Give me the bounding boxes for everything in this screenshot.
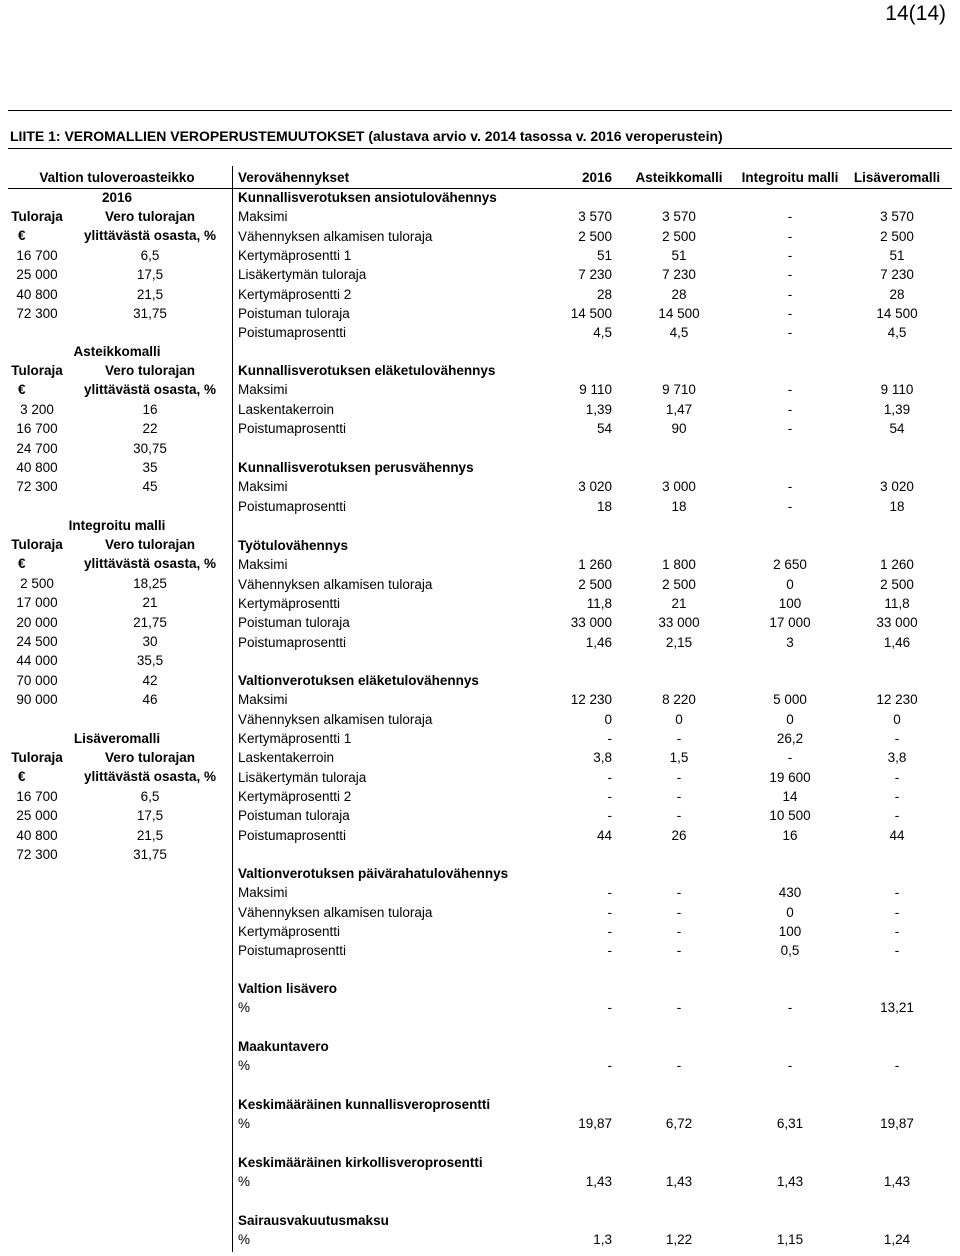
scale-rate: 18,25 xyxy=(133,576,167,591)
value-2016: 1,46 xyxy=(585,634,612,650)
scale-threshold: 3 200 xyxy=(20,402,54,417)
value-asteikkomalli: 18 xyxy=(671,498,687,514)
row-label: Maksimi xyxy=(238,557,288,573)
value-integroitu: 0 xyxy=(786,904,794,920)
value-2016: 33 000 xyxy=(570,615,612,631)
scale-rate: 6,5 xyxy=(140,248,160,263)
col-header-vero: Vero tulorajan xyxy=(104,209,196,224)
value-2016: - xyxy=(607,924,612,940)
value-lisaveromalli: - xyxy=(894,924,900,940)
value-lisaveromalli: 11,8 xyxy=(884,596,910,612)
currency-unit: € xyxy=(18,382,26,397)
value-integroitu: 100 xyxy=(778,596,802,612)
scale-threshold: 70 000 xyxy=(16,672,58,688)
value-lisaveromalli: 1,39 xyxy=(883,401,911,417)
scale-rate: 42 xyxy=(142,672,158,688)
col-header-vero: Vero tulorajan xyxy=(104,537,196,552)
value-2016: 11,8 xyxy=(586,596,612,612)
row-label: Vähennyksen alkamisen tuloraja xyxy=(238,576,433,592)
row-label: Kertymäprosentti xyxy=(238,596,341,612)
value-2016: 18 xyxy=(596,498,612,514)
scale-rate: 17,5 xyxy=(136,808,164,824)
value-integroitu: - xyxy=(787,479,793,495)
value-integroitu: 5 000 xyxy=(773,692,807,708)
value-lisaveromalli: 19,87 xyxy=(880,1116,914,1132)
scale-rate: 21,5 xyxy=(136,286,164,302)
scale-threshold: 44 000 xyxy=(16,653,58,669)
scale-rate: 31,75 xyxy=(133,847,167,863)
value-lisaveromalli: 0 xyxy=(893,711,901,727)
value-lisaveromalli: 4,5 xyxy=(887,325,907,341)
col-header-vero: Vero tulorajan xyxy=(104,750,196,765)
scale-rate: 21,5 xyxy=(136,827,164,843)
value-lisaveromalli: 54 xyxy=(889,421,905,437)
value-lisaveromalli: 9 110 xyxy=(880,382,914,398)
value-integroitu: 2 650 xyxy=(773,557,807,573)
scale-rate: 16 xyxy=(142,402,158,417)
value-asteikkomalli: 1,22 xyxy=(665,1232,693,1248)
value-asteikkomalli: - xyxy=(676,943,682,959)
row-label: Maksimi xyxy=(238,479,288,495)
value-integroitu: 26,2 xyxy=(776,731,804,747)
value-integroitu: 14 xyxy=(782,789,798,805)
value-asteikkomalli: 1 800 xyxy=(662,557,696,573)
value-2016: 4,5 xyxy=(593,325,612,341)
value-2016: 28 xyxy=(596,286,612,302)
value-lisaveromalli: 7 230 xyxy=(880,267,914,283)
scale-threshold: 72 300 xyxy=(16,847,58,863)
value-asteikkomalli: 21 xyxy=(671,596,687,612)
scale-rate: 21,75 xyxy=(133,614,167,630)
section-title: Kunnallisverotuksen eläketulovähennys xyxy=(238,363,496,378)
value-integroitu: 1,15 xyxy=(776,1232,804,1248)
value-asteikkomalli: 3 000 xyxy=(662,479,696,495)
value-asteikkomalli: - xyxy=(676,924,682,940)
value-lisaveromalli: 12 230 xyxy=(876,692,918,708)
scale-threshold: 20 000 xyxy=(16,614,58,630)
value-asteikkomalli: - xyxy=(676,1058,682,1074)
value-lisaveromalli: - xyxy=(894,885,900,901)
value-asteikkomalli: 1,47 xyxy=(665,401,693,417)
value-2016: 1,43 xyxy=(585,1174,612,1190)
value-integroitu: 19 600 xyxy=(769,769,811,785)
row-label: Maksimi xyxy=(238,209,288,225)
col-header-integroitu: Integroitu malli xyxy=(741,170,839,185)
scale-rate: 30 xyxy=(142,634,158,650)
value-lisaveromalli: 1,46 xyxy=(883,634,911,650)
col-header-2016: 2016 xyxy=(581,170,612,185)
document-title: LIITE 1: VEROMALLIEN VEROPERUSTEMUUTOKSET (alustava arvio v. 2014 tasossa v. 2016 veroperustein) xyxy=(10,128,723,144)
value-asteikkomalli: 2 500 xyxy=(662,576,696,592)
row-label: Maksimi xyxy=(238,885,288,901)
value-asteikkomalli: 1,43 xyxy=(665,1174,693,1190)
scale-rate: 17,5 xyxy=(136,267,164,283)
top-rule xyxy=(8,110,952,111)
scale-threshold: 16 700 xyxy=(16,421,58,437)
scale-title: Integroitu malli xyxy=(68,518,166,533)
scale-rate: 45 xyxy=(142,479,158,495)
value-2016: 51 xyxy=(596,248,612,264)
value-2016: 2 500 xyxy=(578,228,612,244)
row-label: Kertymäprosentti 2 xyxy=(238,789,352,805)
value-lisaveromalli: 3,8 xyxy=(887,750,907,766)
row-label: Kertymäprosentti 1 xyxy=(238,248,352,264)
row-label: Laskentakerroin xyxy=(238,750,335,766)
scale-rate: 31,75 xyxy=(133,306,167,322)
value-lisaveromalli: - xyxy=(894,731,900,747)
col-header-vero-line2: ylittävästä osasta, % xyxy=(83,769,217,784)
row-label: Vähennyksen alkamisen tuloraja xyxy=(238,711,433,727)
value-asteikkomalli: - xyxy=(676,769,682,785)
value-integroitu: - xyxy=(787,286,793,302)
value-lisaveromalli: 44 xyxy=(889,827,905,843)
value-integroitu: 3 xyxy=(786,634,794,650)
col-header-lisaveromalli: Lisäveromalli xyxy=(853,170,941,185)
row-label: Vähennyksen alkamisen tuloraja xyxy=(238,904,433,920)
col-header-vero: Vero tulorajan xyxy=(104,363,196,378)
value-lisaveromalli: - xyxy=(894,769,900,785)
value-asteikkomalli: 9 710 xyxy=(662,382,696,398)
value-lisaveromalli: 51 xyxy=(889,248,905,264)
row-label: Lisäkertymän tuloraja xyxy=(238,267,367,283)
scale-threshold: 40 800 xyxy=(16,286,58,302)
value-lisaveromalli: 2 500 xyxy=(880,228,914,244)
scale-rate: 46 xyxy=(142,692,158,708)
value-integroitu: - xyxy=(787,401,793,417)
section-title: Työtulovähennys xyxy=(238,538,349,553)
value-2016: - xyxy=(607,904,612,920)
value-2016: - xyxy=(607,943,612,959)
scale-rate: 30,75 xyxy=(133,440,167,456)
value-asteikkomalli: 90 xyxy=(671,421,687,437)
value-integroitu: - xyxy=(787,421,793,437)
currency-unit: € xyxy=(18,228,26,243)
value-lisaveromalli: - xyxy=(894,943,900,959)
section-title: Valtion lisävero xyxy=(238,981,338,996)
value-lisaveromalli: 18 xyxy=(889,498,905,514)
value-2016: - xyxy=(607,1058,612,1074)
section-title: Valtionverotuksen päivärahatulovähennys xyxy=(238,866,509,881)
col-header-vero-line2: ylittävästä osasta, % xyxy=(83,382,217,397)
value-integroitu: 0,5 xyxy=(780,943,800,959)
row-label: % xyxy=(238,1058,251,1074)
scale-threshold: 16 700 xyxy=(16,248,58,263)
value-asteikkomalli: - xyxy=(676,904,682,920)
value-lisaveromalli: 1,43 xyxy=(883,1174,911,1190)
value-integroitu: - xyxy=(787,248,793,264)
row-label: % xyxy=(238,1174,251,1190)
row-label: Lisäkertymän tuloraja xyxy=(238,769,367,785)
row-label: Poistumaprosentti xyxy=(238,943,347,959)
value-integroitu: 0 xyxy=(786,711,794,727)
row-label: Poistumaprosentti xyxy=(238,421,347,437)
value-2016: 1,39 xyxy=(585,401,612,417)
value-integroitu: - xyxy=(787,267,793,283)
value-integroitu: - xyxy=(787,1058,793,1074)
row-label: Kertymäprosentti 1 xyxy=(238,731,352,747)
scale-title: 2016 xyxy=(101,190,133,205)
value-integroitu: - xyxy=(787,209,793,225)
value-2016: 1 260 xyxy=(578,557,612,573)
value-asteikkomalli: 7 230 xyxy=(662,267,696,283)
value-2016: - xyxy=(607,769,612,785)
value-asteikkomalli: - xyxy=(676,789,682,805)
section-title: Maakuntavero xyxy=(238,1039,329,1054)
row-label: Poistumaprosentti xyxy=(238,325,347,341)
row-label: Poistuman tuloraja xyxy=(238,808,350,824)
scale-title: Asteikkomalli xyxy=(73,344,161,359)
value-lisaveromalli: 3 570 xyxy=(880,209,914,225)
value-integroitu: 100 xyxy=(778,924,802,940)
row-label: Poistumaprosentti xyxy=(238,498,347,514)
scale-threshold: 24 500 xyxy=(16,634,58,650)
scale-rate: 35 xyxy=(142,460,158,476)
value-2016: - xyxy=(607,731,612,747)
scale-rate: 6,5 xyxy=(140,789,160,804)
value-2016: - xyxy=(607,885,612,901)
page-number: 14(14) xyxy=(885,2,946,25)
row-label: Poistumaprosentti xyxy=(238,827,347,843)
section-title: Kunnallisverotuksen perusvähennys xyxy=(238,460,474,475)
col-header-tuloraja: Tuloraja xyxy=(11,209,63,224)
col-header-tuloraja: Tuloraja xyxy=(11,537,63,552)
value-lisaveromalli: 28 xyxy=(889,286,905,302)
row-label: Maksimi xyxy=(238,692,288,708)
value-integroitu: - xyxy=(787,228,793,244)
value-integroitu: 0 xyxy=(786,576,794,592)
value-integroitu: - xyxy=(787,498,793,514)
scale-threshold: 40 800 xyxy=(16,827,58,843)
section-title: Sairausvakuutusmaksu xyxy=(238,1213,389,1228)
value-lisaveromalli: - xyxy=(894,904,900,920)
value-integroitu: 6,31 xyxy=(776,1116,804,1132)
scale-threshold: 72 300 xyxy=(16,306,58,322)
value-2016: 0 xyxy=(604,711,612,727)
value-2016: 44 xyxy=(596,827,612,843)
section-title: Keskimääräinen kirkollisveroprosentti xyxy=(238,1155,483,1170)
value-2016: 3 020 xyxy=(578,479,612,495)
value-lisaveromalli: 13,21 xyxy=(880,1000,914,1016)
value-integroitu: 1,43 xyxy=(776,1174,804,1190)
row-label: Kertymäprosentti xyxy=(238,924,341,940)
value-2016: 14 500 xyxy=(570,306,612,322)
row-label: Poistuman tuloraja xyxy=(238,615,350,631)
value-integroitu: - xyxy=(787,382,793,398)
row-label: % xyxy=(238,1116,251,1132)
value-2016: 7 230 xyxy=(578,267,612,283)
value-2016: 54 xyxy=(596,421,612,437)
currency-unit: € xyxy=(18,769,26,784)
column-divider xyxy=(232,166,233,1252)
value-asteikkomalli: 1,5 xyxy=(669,750,689,766)
row-label: Vähennyksen alkamisen tuloraja xyxy=(238,228,433,244)
col-header-tuloraja: Tuloraja xyxy=(11,363,63,378)
value-asteikkomalli: 28 xyxy=(671,286,687,302)
value-asteikkomalli: - xyxy=(676,808,682,824)
value-2016: - xyxy=(607,808,612,824)
value-lisaveromalli: 33 000 xyxy=(876,615,918,631)
value-asteikkomalli: 4,5 xyxy=(669,325,689,341)
value-integroitu: - xyxy=(787,1000,793,1016)
scale-threshold: 25 000 xyxy=(16,267,58,283)
value-asteikkomalli: - xyxy=(676,1000,682,1016)
value-2016: 3,8 xyxy=(593,750,612,766)
value-lisaveromalli: - xyxy=(894,808,900,824)
value-lisaveromalli: 14 500 xyxy=(876,306,918,322)
scale-threshold: 24 700 xyxy=(16,440,58,456)
row-label: % xyxy=(238,1232,251,1248)
row-label: % xyxy=(238,1000,251,1016)
value-integroitu: 430 xyxy=(778,885,802,901)
value-2016: 3 570 xyxy=(578,209,612,225)
value-integroitu: 16 xyxy=(782,827,798,843)
section-title: Kunnallisverotuksen ansiotulovähennys xyxy=(238,190,497,205)
col-header-asteikkomalli: Asteikkomalli xyxy=(635,170,723,185)
value-asteikkomalli: 51 xyxy=(671,248,687,264)
value-2016: - xyxy=(607,1000,612,1016)
right-title: Verovähennykset xyxy=(238,170,350,185)
value-lisaveromalli: 1 260 xyxy=(880,557,914,573)
value-lisaveromalli: 1,24 xyxy=(883,1232,911,1248)
section-title: Keskimääräinen kunnallisveroprosentti xyxy=(238,1097,491,1112)
value-integroitu: 17 000 xyxy=(769,615,811,631)
scale-threshold: 40 800 xyxy=(16,460,58,476)
value-asteikkomalli: 8 220 xyxy=(662,692,696,708)
value-asteikkomalli: 3 570 xyxy=(662,209,696,225)
scale-rate: 22 xyxy=(142,421,158,437)
value-asteikkomalli: - xyxy=(676,885,682,901)
row-label: Kertymäprosentti 2 xyxy=(238,286,352,302)
scale-threshold: 17 000 xyxy=(16,595,58,611)
value-2016: 2 500 xyxy=(578,576,612,592)
value-asteikkomalli: 6,72 xyxy=(665,1116,693,1132)
value-lisaveromalli: - xyxy=(894,789,900,805)
scale-threshold: 25 000 xyxy=(16,808,58,824)
value-integroitu: - xyxy=(787,306,793,322)
value-lisaveromalli: 3 020 xyxy=(880,479,914,495)
scale-rate: 35,5 xyxy=(136,653,164,669)
value-asteikkomalli: - xyxy=(676,731,682,747)
value-asteikkomalli: 0 xyxy=(675,711,683,727)
row-label: Maksimi xyxy=(238,382,288,398)
scale-threshold: 2 500 xyxy=(20,576,54,591)
col-header-vero-line2: ylittävästä osasta, % xyxy=(83,228,217,243)
value-2016: 19,87 xyxy=(578,1116,612,1132)
header-rule xyxy=(8,148,952,149)
row-label: Poistuman tuloraja xyxy=(238,306,350,322)
value-lisaveromalli: - xyxy=(894,1058,900,1074)
value-asteikkomalli: 2,15 xyxy=(665,634,693,650)
row-label: Poistumaprosentti xyxy=(238,634,347,650)
value-lisaveromalli: 2 500 xyxy=(880,576,914,592)
currency-unit: € xyxy=(18,556,26,571)
scale-title: Lisäveromalli xyxy=(73,731,161,746)
scale-threshold: 90 000 xyxy=(16,692,58,708)
value-asteikkomalli: 2 500 xyxy=(662,228,696,244)
scale-rate: 21 xyxy=(142,595,158,611)
value-asteikkomalli: 26 xyxy=(671,827,687,843)
value-integroitu: 10 500 xyxy=(769,808,811,824)
col-header-vero-line2: ylittävästä osasta, % xyxy=(83,556,217,571)
value-integroitu: - xyxy=(787,325,793,341)
value-integroitu: - xyxy=(787,750,793,766)
col-header-tuloraja: Tuloraja xyxy=(11,750,63,765)
value-2016: 1,3 xyxy=(593,1232,612,1248)
left-title: Valtion tuloveroasteikko xyxy=(39,170,195,185)
scale-threshold: 72 300 xyxy=(16,479,58,495)
value-asteikkomalli: 33 000 xyxy=(658,615,700,631)
value-asteikkomalli: 14 500 xyxy=(658,306,700,322)
value-2016: 9 110 xyxy=(579,382,612,398)
section-title: Valtionverotuksen eläketulovähennys xyxy=(238,673,479,688)
row-label: Laskentakerroin xyxy=(238,401,335,417)
value-2016: - xyxy=(607,789,612,805)
value-2016: 12 230 xyxy=(570,692,612,708)
scale-threshold: 16 700 xyxy=(16,789,58,804)
